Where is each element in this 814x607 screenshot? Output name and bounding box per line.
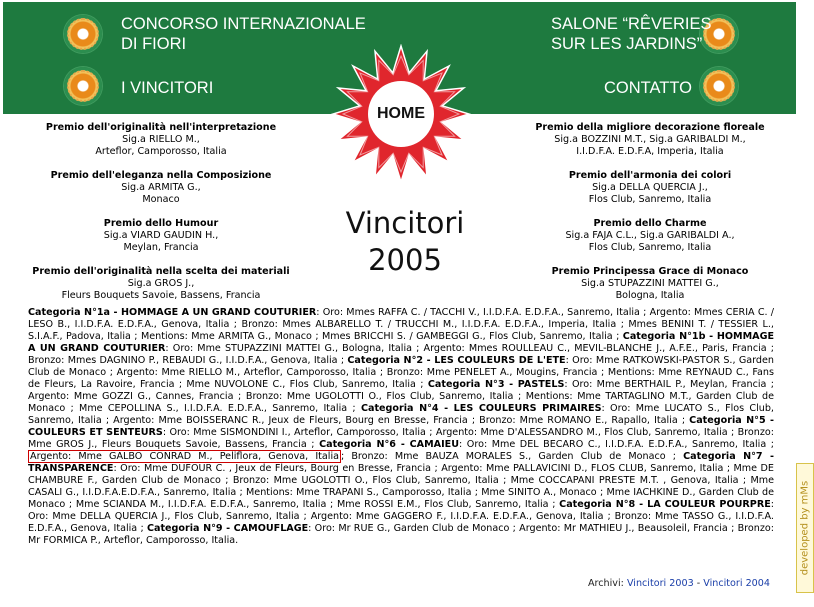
category-results: : Oro: Mr RUE G., Garden Club de Monaco ; Argento: Mr MATHIEU J., Beausoleil, Francia ; Bronzo: Mr FORMICA P., Arteflor, Camporosso, Italia. — [28, 523, 774, 546]
award-armonia-colori — [505, 170, 795, 206]
category-results: : Oro: Mme RATKOWSKI-PASTOR S., Garden Club de Monaco ; Argento: Mme RIELLO M., Arteflor, Camporosso, Italia ; Bronzo: Mme PENELET A., Mougins, Francia ; Mentions: Mme REYNAUD C., Fans de Fleurs, La Ravoire, Francia ; Mme NUVOLONE C., Flos Club, Sanremo, Italia ; — [28, 355, 774, 390]
award-title: Premio dell'originalità nell'interpretazione — [45, 122, 277, 133]
nav-concorso[interactable]: CONCORSO INTERNAZIONALE DI FIORI — [121, 15, 366, 53]
category-results: : Oro: Mme DEL BECARO C., I.I.D.F.A. E.D.F.A., Sanremo, Italia ; — [459, 439, 774, 450]
category-results: : Oro: Mme SISMONDINI I., Arteflor, Camporosso, Italia ; Argento: Mme D'ALESSANDRO M., Flos Club, Sanremo, Italia ; Bronzo: Mme GROS J., Fleurs Bouquets Savoie, Bassens, Francia ; — [28, 427, 774, 450]
category-title: Categoria N°9 - CAMOUFLAGE — [146, 523, 309, 534]
award-place: I.I.D.F.A. E.D.F.A, Imperia, Italia — [576, 146, 724, 157]
highlighted-result: Argento: Mme GALBO CONRAD M., Peliflora, Genova, Italia — [30, 451, 339, 462]
archives-label: Archivi: — [587, 578, 624, 589]
home-button[interactable] — [331, 44, 471, 184]
category-title: Categoria N°1b - HOMMAGE A UN GRAND COUTURIER — [28, 331, 775, 354]
category-title: Categoria N°7 - TRANSPARENCE — [28, 451, 774, 474]
flower-icon — [64, 67, 102, 105]
category-title: Categoria N°2 - LES COULEURS DE L'ETE — [347, 355, 566, 366]
award-title: Premio dell'armonia dei colori — [568, 170, 732, 181]
award-winner: Sig.a RIELLO M., — [122, 134, 200, 145]
award-winner: Sig.a FAJA C.L., Sig.a GARIBALDI A., — [565, 230, 735, 241]
category-results: : Oro: Mme DUFOUR C. , Jeux de Fleurs, Bourg en Bresse, Francia ; Argento: Mme PALLAVICINI D., FLOS CLUB, Sanremo, Italia ; Mme DE CHAMBURE F., Garden Club de Monaco ; Bronzo: Mme UGOLOTTI O., Flos Club, Sanremo, Italia ; Mme COCCAPANI PRESTE M.T. , Genova, Italia ; Mme CASALI G., I.I.D.F.A.E.D.F.A., Sanremo, Italia ; Mentions: Mme TRAPANI S., Camporosso, Italia ; Mme SINITO A., Monaco ; Mme IACHKINE D., Garden Club de Monaco ; Mme SCIANDA M., I.I.D.F.A. E.D.F.A., Sanremo, Italia ; Mme ROSSI E.M., Flos Club, Sanremo, Italia ; — [28, 463, 774, 510]
award-place: Flos Club, Sanremo, Italia — [588, 194, 712, 205]
award-winner: Sig.a ARMITA G., — [121, 182, 201, 193]
award-place: Flos Club, Sanremo, Italia — [588, 242, 712, 253]
page-title — [320, 205, 490, 279]
category-title: Categoria N°1a - HOMMAGE A UN GRAND COUTURIER — [28, 307, 317, 318]
nav-salone[interactable]: SALONE “RÊVERIES SUR LES JARDINS” — [551, 15, 712, 53]
home-label: HOME — [377, 105, 425, 122]
award-place: Bologna, Italia — [615, 290, 685, 301]
flower-icon — [64, 15, 102, 53]
award-originalita-materiali — [14, 266, 308, 302]
category-results: : Oro: Mme DELLA QUERCIA J., Flos Club, Sanremo, Italia ; Argento: Mme GAGGERO F., I.I.D.F.A. E.D.F.A., Genova, Italia ; Bronzo: Mme TASSO G., I.I.D.F.A. E.D.F.A., Genova, Italia ; — [28, 499, 775, 534]
developer-credit[interactable] — [796, 463, 814, 593]
category-title: Categoria N°5 - COULEURS ET SENTEURS — [28, 415, 774, 438]
award-place: Fleurs Bouquets Savoie, Bassens, Francia — [61, 290, 261, 301]
archives-separator: - — [693, 578, 704, 589]
award-winner: Sig.a DELLA QUERCIA J., — [592, 182, 708, 193]
category-title: Categoria N°3 - PASTELS — [427, 379, 565, 390]
award-charme — [505, 218, 795, 254]
nav-vincitori[interactable]: I VINCITORI — [121, 79, 214, 97]
category-results: : Oro: Mme LUCATO S., Flos Club, Sanremo, Italia ; Argento: Mme BOISSERANC R., Jeux de Fleurs, Bourg en Bresse, Francia ; Bronzo: Mme ROMANO E., Rapallo, Italia ; — [28, 403, 774, 426]
award-title: Premio dell'eleganza nella Composizione — [50, 170, 272, 181]
award-winner: Sig.a STUPAZZINI MATTEI G., — [581, 278, 719, 289]
flower-icon — [700, 67, 738, 105]
award-place: Monaco — [142, 194, 180, 205]
category-results: : Oro: Mme STUPAZZINI MATTEI G., Bologna, Italia ; Argento: Mmes ROULLEAU C., MEVIL-BLANCHE J., A.F.E., Paris, Francia ; Bronzo: Mmes DAGNINO P., REBAUDI G., I.I.D.F.A., Genova, Italia ; — [28, 343, 774, 366]
categories-text — [28, 307, 774, 547]
developer-credit-label: developed by mMs — [799, 480, 811, 576]
category-results: : Oro: Mmes RAFFA C. / TACCHI V., I.I.D.F.A. E.D.F.A., Sanremo, Italia ; Argento: Mmes CERIA C. / LESO B., I.I.D.F.A. E.D.F.A., Genova, Italia ; Bronzo: Mmes ALBARELLO T. / TRUCCHI M., I.I.D.F.A. E.D.F.A., Imperia, Italia ; Mmes BENINI T. / TESSIER L., S.I.A.F., Padova, Italia ; Mentions: Mme ARMITA G., Monaco ; Mmes BRICCHI S. / GAMBEGGI G., Flos Club, Sanremo, Italia ; — [28, 307, 775, 342]
category-title: Categoria N°6 - CAMAIEU — [319, 439, 459, 450]
archive-link-2003[interactable]: Vincitori 2003 — [626, 578, 694, 589]
award-title: Premio dello Humour — [103, 218, 219, 229]
award-originalita-interpretazione — [20, 122, 302, 158]
award-humour — [20, 218, 302, 254]
page-title-line1: Vincitori — [345, 206, 465, 240]
category-results: ; Bronzo: Mme BAUZA MORALES S., Garden Club de Monaco ; — [341, 451, 684, 462]
award-title: Premio Principessa Grace di Monaco — [551, 266, 749, 277]
award-place: Arteflor, Camporosso, Italia — [95, 146, 227, 157]
nav-contatto[interactable]: CONTATTO — [604, 79, 692, 97]
award-winner: Sig.a BOZZINI M.T., Sig.a GARIBALDI M., — [554, 134, 746, 145]
award-place: Meylan, Francia — [123, 242, 199, 253]
archives-links — [588, 578, 770, 589]
award-grace-monaco — [505, 266, 795, 302]
page-title-line2: 2005 — [368, 243, 442, 277]
category-title: Categoria N°8 - LA COULEUR POURPRE — [559, 499, 771, 510]
award-title: Premio della migliore decorazione floreale — [535, 122, 765, 133]
award-winner: Sig.a VIARD GAUDIN H., — [103, 230, 219, 241]
award-winner: Sig.a GROS J., — [127, 278, 195, 289]
award-decorazione-floreale — [505, 122, 795, 158]
award-title: Premio dello Charme — [593, 218, 707, 229]
category-results: : Oro: Mme BERTHAIL P., Meylan, Francia ; Argento: Mme GOZZI G., Cannes, Francia ; Bronzo: Mme UGOLOTTI O., Flos Club, Sanremo, Italia ; Mentions: Mme TARTAGLINO M.T., Garden Club de Monaco ; Mme CEPOLLINA S., I.I.D.F.A. E.D.F.A., Sanremo, Italia ; — [28, 379, 774, 414]
award-eleganza — [20, 170, 302, 206]
award-title: Premio dell'originalità nella scelta dei materiali — [32, 266, 290, 277]
category-title: Categoria N°4 - LES COULEURS PRIMAIRES — [360, 403, 602, 414]
archive-link-2004[interactable]: Vincitori 2004 — [703, 578, 770, 589]
